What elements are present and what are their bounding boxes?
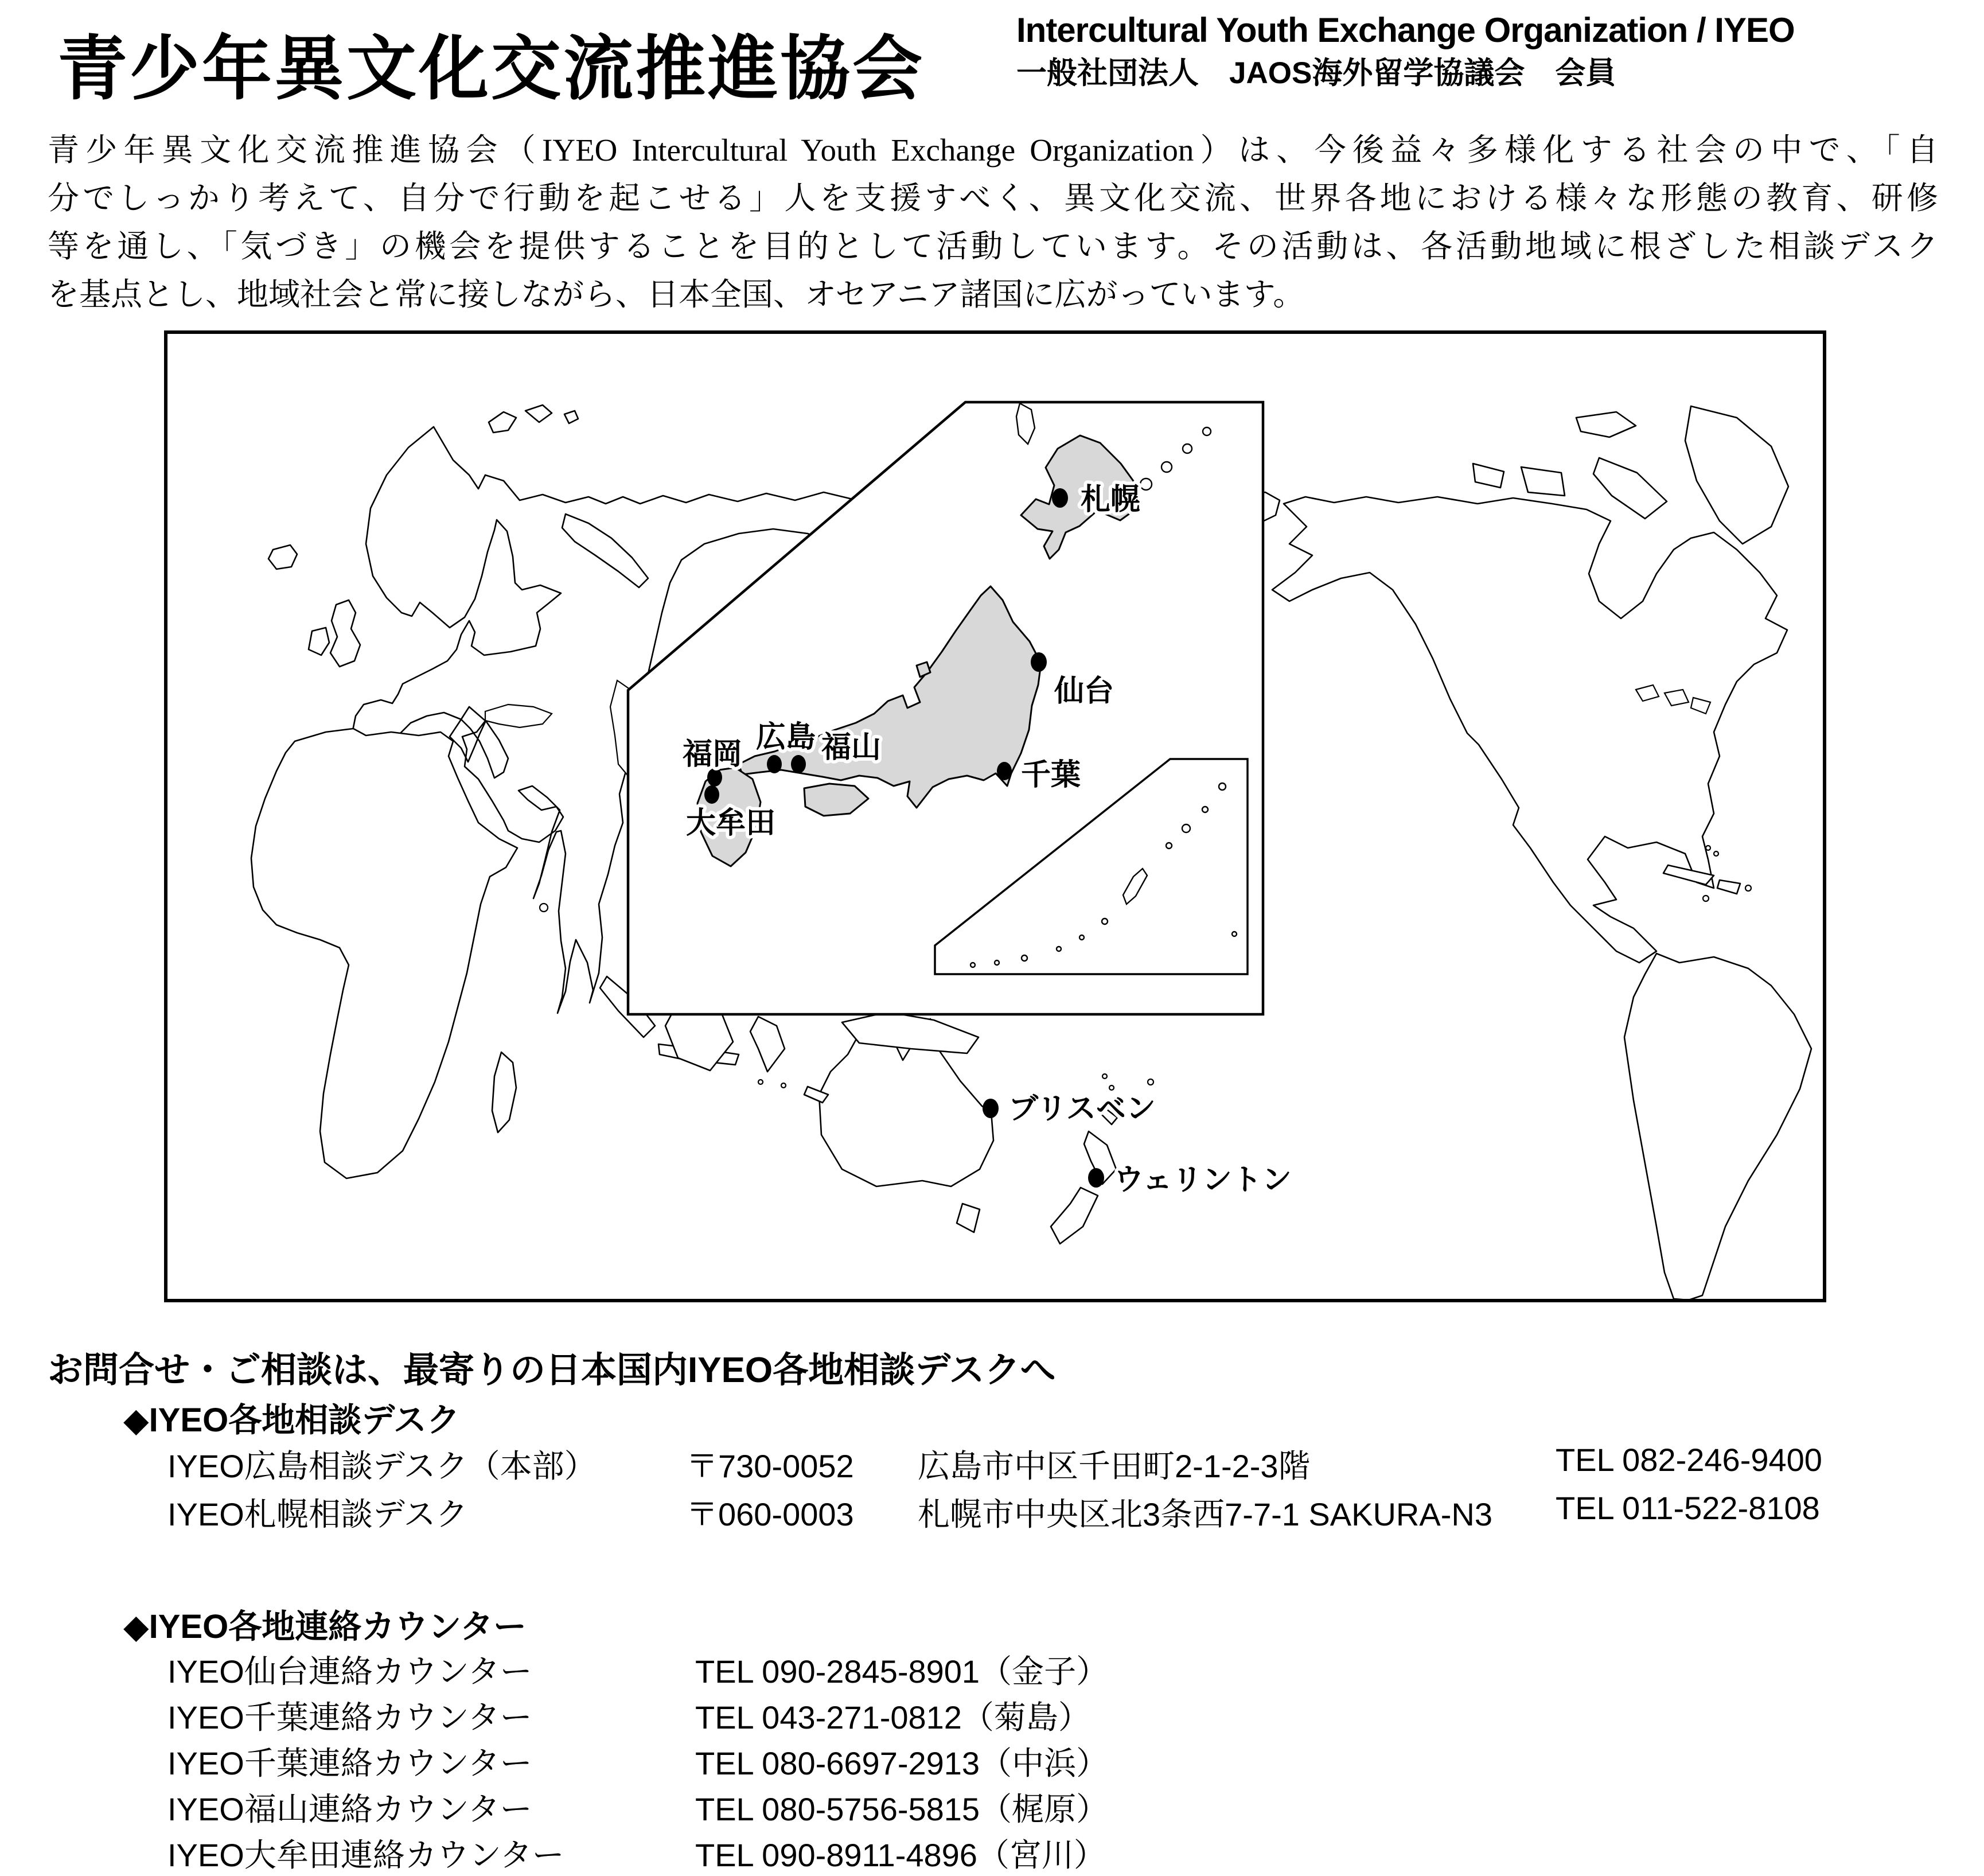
lesser-sunda-1 — [758, 1080, 763, 1084]
contact-heading: お問合せ・ご相談は、最寄りの日本国内IYEO各地相談デスクへ — [48, 1350, 1056, 1390]
counter-tel: TEL 080-5756-5815（梶原） — [695, 1791, 1109, 1827]
counter-name: IYEO仙台連絡カウンター — [167, 1653, 532, 1690]
desk-tel: TEL 011-522-8108 — [1556, 1490, 1820, 1526]
okinawa-islet-7 — [1057, 947, 1061, 951]
city-label-chiba: 千葉 — [1021, 758, 1081, 792]
counter-tel: TEL 080-6697-2913（中浜） — [695, 1745, 1109, 1781]
okinawa-islet-9 — [995, 960, 999, 965]
city-dot-omuta — [704, 785, 719, 804]
kuril-1 — [1140, 478, 1152, 490]
jamaica — [1703, 896, 1709, 901]
vanuatu-1 — [1102, 1074, 1107, 1079]
counter-name: IYEO福山連絡カウンター — [167, 1791, 532, 1827]
desk-name: IYEO札幌相談デスク — [167, 1496, 468, 1532]
kuril-4 — [1203, 427, 1211, 435]
city-dot-brisbane — [983, 1099, 999, 1118]
desk-address: 札幌市中央区北3条西7-7-1 SAKURA-N3 — [918, 1496, 1492, 1532]
okinawa-islet-5 — [1102, 918, 1108, 924]
city-label-fukuoka: 福岡 — [683, 738, 743, 771]
subtitle-english: Intercultural Youth Exchange Organization / IYEO — [1016, 11, 1795, 49]
okinawa-islet-4 — [1166, 843, 1172, 849]
desk-address: 広島市中区千田町2-1-2-3階 — [918, 1448, 1311, 1484]
counter-section-title: ◆IYEO各地連絡カウンター — [123, 1608, 527, 1645]
desk-section-title: ◆IYEO各地相談デスク — [123, 1402, 460, 1439]
desk-postal: 〒730-0052 — [686, 1448, 854, 1484]
puerto-rico — [1745, 885, 1751, 891]
city-dot-chiba — [997, 762, 1012, 780]
header-right-block — [1016, 8, 1795, 94]
okinawa-islet-2 — [1202, 807, 1208, 812]
desk-name: IYEO広島相談デスク（本部） — [167, 1448, 597, 1484]
city-label-sapporo: 札幌 — [1081, 483, 1141, 516]
counter-tel: TEL 043-271-0812（菊島） — [695, 1699, 1090, 1735]
city-dot-sapporo — [1052, 488, 1068, 508]
city-label-fukuyama: 福山 — [821, 731, 882, 764]
okinawa-islet-11 — [1232, 932, 1237, 936]
city-label-brisbane: ブリスベン — [1008, 1092, 1156, 1126]
sri-lanka — [540, 904, 548, 912]
city-label-hiroshima: 広島 — [756, 721, 816, 754]
okinawa-islet-10 — [970, 963, 975, 967]
city-label-omuta: 大牟田 — [686, 807, 776, 840]
kuril-3 — [1183, 444, 1192, 453]
subtitle-japanese: 一般社団法人 JAOS海外留学協議会 会員 — [1016, 56, 1616, 90]
world-map — [164, 330, 1826, 1302]
city-dot-fukuyama — [791, 755, 806, 773]
intro-line-4: を基点とし、地域社会と常に接しながら、日本全国、オセアニア諸国に広がっています。 — [48, 277, 1305, 312]
city-label-wellington: ウェリントン — [1114, 1163, 1292, 1197]
page-title: 青少年異文化交流推進協会 — [57, 30, 925, 108]
city-dot-wellington — [1088, 1168, 1104, 1188]
fiji — [1148, 1079, 1153, 1085]
bahamas-1 — [1706, 846, 1710, 850]
okinawa-islet-6 — [1079, 935, 1084, 940]
okinawa-islet-1 — [1219, 783, 1226, 790]
lesser-sunda-2 — [781, 1083, 786, 1088]
city-dot-sendai — [1031, 652, 1047, 672]
counter-tel: TEL 090-2845-8901（金子） — [695, 1653, 1109, 1690]
intro-line-2: 分でしっかり考えて、自分で行動を起こせる」人を支援すべく、異文化交流、世界各地における様々な形態の教育、研修 — [48, 181, 1938, 216]
intro-paragraph — [48, 126, 1938, 319]
kuril-2 — [1161, 462, 1172, 472]
counter-tel: TEL 090-8911-4896（宮川） — [695, 1837, 1106, 1873]
bahamas-2 — [1714, 851, 1718, 856]
city-dot-hiroshima — [767, 755, 782, 773]
counter-name: IYEO千葉連絡カウンター — [167, 1699, 532, 1735]
counter-name: IYEO大牟田連絡カウンター — [167, 1837, 564, 1873]
desk-postal: 〒060-0003 — [686, 1496, 854, 1532]
okinawa-islet-3 — [1182, 824, 1190, 832]
vanuatu-2 — [1109, 1085, 1114, 1090]
intro-line-3: 等を通し、「気づき」の機会を提供することを目的として活動しています。その活動は、各活動地域に根ざした相談デスク — [48, 229, 1938, 264]
intro-line-1: 青少年異文化交流推進協会（IYEO Intercultural Youth Exchange Organization）は、今後益々多様化する社会の中で、「自 — [48, 133, 1938, 168]
desk-tel: TEL 082-246-9400 — [1556, 1442, 1822, 1478]
counter-name: IYEO千葉連絡カウンター — [167, 1745, 532, 1781]
okinawa-islet-8 — [1022, 955, 1027, 961]
city-label-sendai: 仙台 — [1054, 675, 1114, 708]
